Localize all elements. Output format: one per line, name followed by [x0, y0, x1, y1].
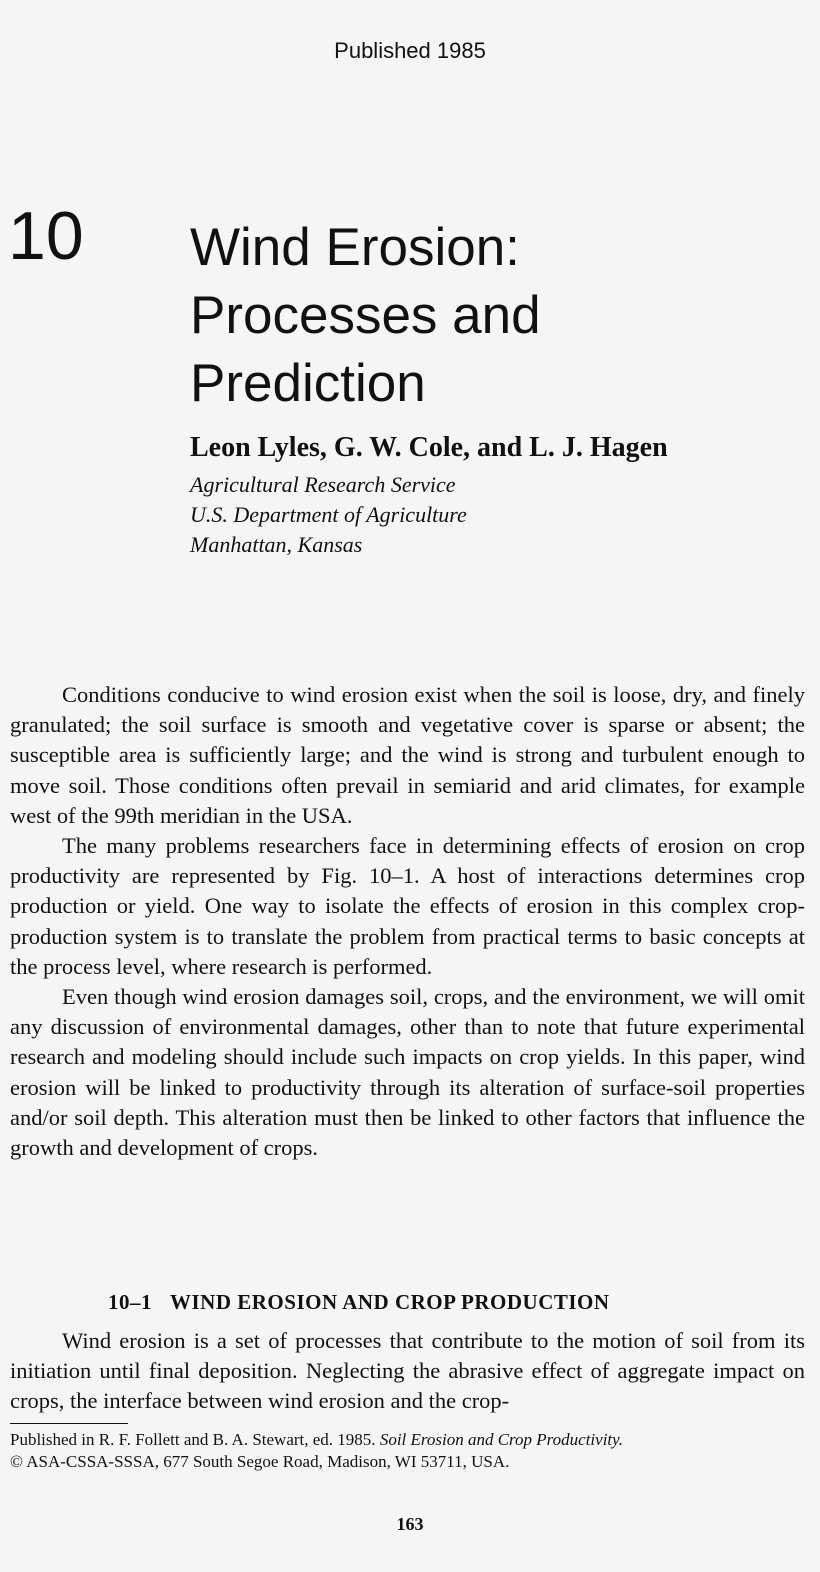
- affiliation: [190, 470, 467, 560]
- affiliation-line: Agricultural Research Service: [190, 472, 456, 497]
- affiliation-line: Manhattan, Kansas: [190, 532, 363, 557]
- body-paragraph: The many problems researchers face in determining effects of erosion on crop productivity are represented by Fig. 10–1. A host of interactions determines crop production or yield. One way to isolate the effects of erosion in this complex crop-production system is to translate the problem from practical terms to basic concepts at the process level, where research is performed.: [10, 833, 805, 979]
- section-number: 10–1: [108, 1290, 152, 1314]
- chapter-title-line: Processes and: [190, 286, 541, 345]
- page-number: 163: [396, 1514, 424, 1534]
- chapter-title: [190, 214, 810, 418]
- footnote-rule: [10, 1423, 128, 1424]
- body-paragraph: Even though wind erosion damages soil, crops, and the environment, we will omit any discussion of environmental damages, other than to note that future experimental research and modeling should include such impacts on crop yields. In this paper, wind erosion will be linked to productivity through its alteration of surface-soil properties and/or soil depth. This alteration must then be linked to other factors that influence the growth and development of crops.: [10, 984, 805, 1161]
- chapter-title-line: Prediction: [190, 354, 426, 413]
- footnote: [10, 1429, 810, 1473]
- section-title: WIND EROSION AND CROP PRODUCTION: [170, 1290, 610, 1314]
- chapter-number: 10: [8, 198, 84, 274]
- footnote-line-1: [10, 1429, 810, 1451]
- footnote-citation: Published in R. F. Follett and B. A. Stewart, ed. 1985.: [10, 1430, 380, 1449]
- intro-body: [10, 680, 805, 1163]
- chapter-title-line: Wind Erosion:: [190, 218, 520, 277]
- footnote-book-title: Soil Erosion and Crop Productivity.: [379, 1430, 624, 1449]
- published-banner: Published 1985: [334, 38, 486, 63]
- section-heading: [108, 1290, 610, 1315]
- body-paragraph: Wind erosion is a set of processes that contribute to the motion of soil from its initiation until final deposition. Neglecting the abrasive effect of aggregate impact on crops, the interface between wind erosion and the crop-: [10, 1328, 805, 1414]
- body-paragraph: Conditions conducive to wind erosion exist when the soil is loose, dry, and finely granulated; the soil surface is smooth and vegetative cover is sparse or absent; the susceptible area is sufficiently large; and the wind is strong and turbulent enough to move soil. Those conditions often prevail in semiarid and arid climates, for example west of the 99th meridian in the USA.: [10, 682, 805, 828]
- footnote-copyright: © ASA-CSSA-SSSA, 677 South Segoe Road, Madison, WI 53711, USA.: [10, 1452, 510, 1471]
- section-body: [10, 1326, 805, 1417]
- authors: Leon Lyles, G. W. Cole, and L. J. Hagen: [190, 432, 668, 463]
- affiliation-line: U.S. Department of Agriculture: [190, 502, 467, 527]
